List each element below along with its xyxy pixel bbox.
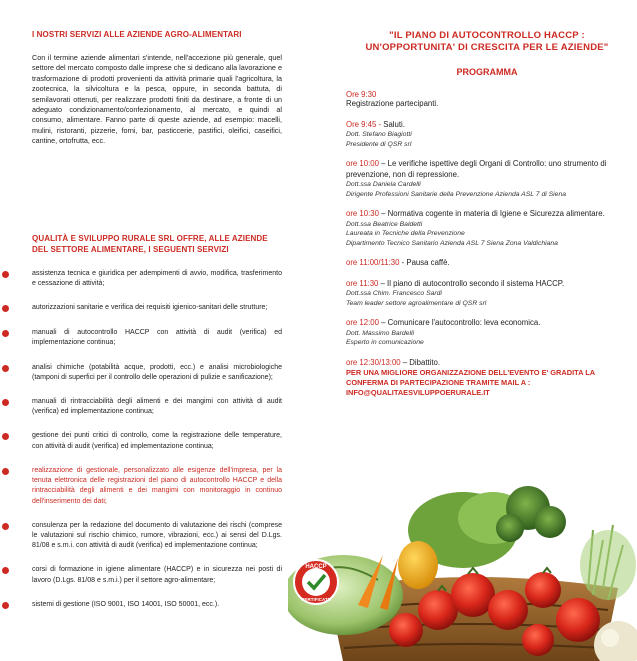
confirmation-note: PER UNA MIGLIORE ORGANIZZAZIONE DELL'EVENTO E' GRADITA LA CONFERMA DI PARTECIPAZIONE TRAMITE MAIL A : INFO@QUALITAESVILUPPOERURALE.IT bbox=[346, 368, 595, 397]
bullet-icon bbox=[2, 567, 9, 574]
tomato bbox=[488, 590, 528, 630]
program-item: Ore 9:45 - Saluti. Dott. Stefano Biagiotti Presidente di QSR srl bbox=[346, 119, 412, 148]
yellow-pepper bbox=[398, 541, 438, 589]
tomato bbox=[389, 613, 423, 647]
bullet-icon bbox=[2, 468, 9, 475]
right-column bbox=[346, 30, 628, 398]
services-list bbox=[32, 269, 282, 610]
list-item: analisi chimiche (potabilità acque, prodotti, ecc.) e analisi microbiologiche (tamponi di superfici per il controllo delle operazioni di pulizie e sanificazione); bbox=[32, 363, 282, 383]
broccoli-floret bbox=[496, 514, 524, 542]
tomato bbox=[556, 598, 600, 642]
list-item: corsi di formazione in igiene alimentare (HACCP) e in sicurezza nei posti di lavoro (D.Lgs. 81/08 e s.m.i.) per il settore agro-alimentare; bbox=[32, 565, 282, 585]
bullet-icon bbox=[2, 305, 9, 312]
bullet-icon bbox=[2, 271, 9, 278]
haccp-certificate-badge bbox=[294, 560, 338, 604]
bullet-icon bbox=[2, 602, 9, 609]
vegetable-basket-illustration bbox=[288, 470, 637, 661]
bullet-icon bbox=[2, 330, 9, 337]
list-item: realizzazione di gestionale, personalizzato alle esigenze dell'impresa, per la tenuta elettronica delle registrazioni del piano di autocontrollo HACCP e della rintracciabilità degli alimenti e dei mangimi con monitoraggio in continuo dell'inserimento dei dati; bbox=[32, 466, 282, 507]
badge-top-label: HACCP bbox=[305, 564, 327, 570]
bullet-icon bbox=[2, 399, 9, 406]
program-item: ore 10:00 – Le verifiche ispettive degli Organi di Controllo: uno strumento di prevenzione, non di repressione. Dott.ssa Daniela Cardelli Dirigente Professioni Sanitarie della Prevenzione Azienda ASL 7 di Siena bbox=[346, 159, 607, 198]
list-item: consulenza per la redazione del documento di valutazione dei rischi (comprese le valutazioni sul rischio chimico, rumore, vibrazioni, ecc.) ai sensi del D.Lgs. 81/08 e s.m.i. con attività di audit (verifica) ed implementazione continua; bbox=[32, 521, 282, 552]
list-item: gestione dei punti critici di controllo, come la registrazione delle temperature, con attività di audit (verifica) ed implementazione continua; bbox=[32, 431, 282, 451]
intro-paragraph: Con il termine aziende alimentari s'intende, nell'accezione più generale, quel settore del mercato composto dalle imprese che si dedicano alla lavorazione e trasformazione di prodotti provenienti da attività primarie quali l'agricoltura, la zootecnica, la silvicoltura e la pesca, oppure, in seconda battuta, di semilavorati ottenuti, per realizzare prodotti finiti da destinare, a fronte di un adeguato condizionamento/confezionamento, al mercato, e quindi al consumo, alimentare. Fanno parte di queste aziende, ad esempio: macelli, mulini, ristoranti, pizzerie, forni, bar, pasticcerie, pastifici, oleifici, caseifici, cantine, ortofrutta, ecc. bbox=[32, 53, 282, 146]
list-item: autorizzazioni sanitarie e verifica dei requisiti igienico-sanitari delle strutture; bbox=[32, 303, 282, 313]
list-item: sistemi di gestione (ISO 9001, ISO 14001, ISO 50001, ecc.). bbox=[32, 600, 282, 610]
offer-heading: QUALITÀ E SVILUPPO RURALE SRL OFFRE, ALLE AZIENDE DEL SETTORE ALIMENTARE, I SEGUENTI SERVIZI bbox=[32, 233, 268, 254]
left-column bbox=[32, 30, 282, 610]
tomato bbox=[525, 572, 561, 608]
bullet-icon bbox=[2, 433, 9, 440]
list-item: manuali di rintracciabilità degli alimenti e dei mangimi con attività di audit (verifica) ed implementazione continua; bbox=[32, 397, 282, 417]
bullet-icon bbox=[2, 523, 9, 530]
program-item: ore 11:00/11:30 - Pausa caffè. bbox=[346, 258, 450, 267]
list-item: manuali di autocontrollo HACCP con attività di audit (verifica) ed implementazione continua; bbox=[32, 328, 282, 348]
services-heading: I NOSTRI SERVIZI ALLE AZIENDE AGRO-ALIMENTARI bbox=[32, 30, 242, 39]
program-item: ore 11:30 – Il piano di autocontrollo secondo il sistema HACCP. Dott.ssa Chim. Francesco Sardi Team leader settore agroalimentare di QSR srl bbox=[346, 278, 565, 307]
program-item: ore 12:00 – Comunicare l'autocontrollo: leva economica. Dott. Massimo Bardelli Esperto in comunicazione bbox=[346, 318, 541, 346]
program-item: Ore 9:30 Registrazione partecipanti. bbox=[346, 90, 439, 108]
program-item: ore 12:30/13:00 – Dibattito. PER UNA MIGLIORE ORGANIZZAZIONE DELL'EVENTO E' GRADITA LA CONFERMA DI PARTECIPAZIONE TRAMITE MAIL A : INFO@QUALITAESVILUPPOERURALE.IT bbox=[346, 358, 628, 399]
badge-bottom-label: CERTIFICATE bbox=[301, 597, 331, 602]
herbs-fill bbox=[580, 530, 636, 600]
tomato bbox=[522, 624, 554, 656]
program-item: ore 10:30 – Normativa cogente in materia di Igiene e Sicurezza alimentare. Dott.ssa Beatrice Baldetti Laureata in Tecniche della Prevenzione Dipartimento Tecnico Sanitario Azienda ASL 7 Siena Zona Valdichiana bbox=[346, 209, 605, 247]
cauliflower-floret bbox=[601, 629, 619, 647]
event-title: "IL PIANO DI AUTOCONTROLLO HACCP : UN'OPPORTUNITA' DI CRESCITA PER LE AZIENDE" bbox=[365, 30, 609, 53]
list-item: assistenza tecnica e giuridica per adempimenti di avvio, modifica, trasferimento e cessazione di attività; bbox=[32, 269, 282, 289]
bullet-icon bbox=[2, 365, 9, 372]
programma-heading: PROGRAMMA bbox=[456, 67, 518, 77]
broccoli-floret bbox=[534, 506, 566, 538]
